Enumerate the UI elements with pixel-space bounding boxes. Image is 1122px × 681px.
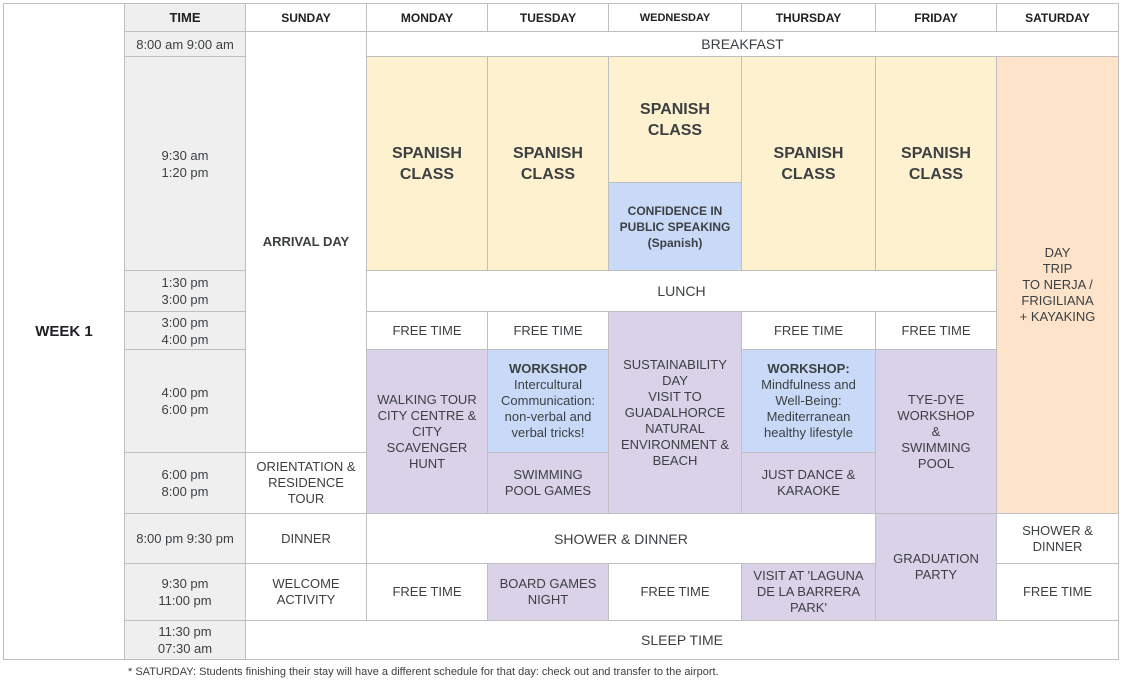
mindfulness-workshop-cell bbox=[741, 349, 876, 453]
day-header-tuesday: TUESDAY bbox=[487, 3, 609, 32]
time-slot-afternoon-2: 4:00 pm 6:00 pm bbox=[124, 349, 246, 453]
intercultural-workshop-cell bbox=[487, 349, 609, 453]
breakfast-cell: BREAKFAST bbox=[366, 31, 1119, 57]
workshop-title: WORKSHOP bbox=[509, 361, 587, 376]
time-slot-breakfast: 8:00 am 9:00 am bbox=[124, 31, 246, 57]
tye-dye-workshop-cell: TYE-DYE WORKSHOP & SWIMMING POOL bbox=[875, 349, 997, 514]
day-header-thursday: THURSDAY bbox=[741, 3, 876, 32]
graduation-party-cell: GRADUATION PARTY bbox=[875, 513, 997, 621]
walking-tour-cell: WALKING TOUR CITY CENTRE & CITY SCAVENGER HUNT bbox=[366, 349, 488, 514]
spanish-class-monday: SPANISH CLASS bbox=[366, 56, 488, 271]
swimming-pool-games-cell: SWIMMING POOL GAMES bbox=[487, 452, 609, 514]
workshop-description: Intercultural Communication: non-verbal and verbal tricks! bbox=[501, 377, 595, 440]
spanish-class-thursday: SPANISH CLASS bbox=[741, 56, 876, 271]
orientation-tour-cell: ORIENTATION & RESIDENCE TOUR bbox=[245, 452, 367, 514]
free-time-night-monday: FREE TIME bbox=[366, 563, 488, 621]
laguna-park-visit-cell: VISIT AT 'LAGUNA DE LA BARRERA PARK' bbox=[741, 563, 876, 621]
welcome-activity-cell: WELCOME ACTIVITY bbox=[245, 563, 367, 621]
time-slot-afternoon-1: 3:00 pm 4:00 pm bbox=[124, 311, 246, 350]
time-slot-dinner: 8:00 pm 9:30 pm bbox=[124, 513, 246, 564]
free-time-friday: FREE TIME bbox=[875, 311, 997, 350]
footnote: * SATURDAY: Students finishing their stay will have a different schedule for that day: check out and transfer to the airport. bbox=[128, 666, 719, 678]
week-label: WEEK 1 bbox=[3, 3, 125, 660]
board-games-night-cell: BOARD GAMES NIGHT bbox=[487, 563, 609, 621]
free-time-monday: FREE TIME bbox=[366, 311, 488, 350]
day-header-friday: FRIDAY bbox=[875, 3, 997, 32]
time-header: TIME bbox=[124, 3, 246, 32]
workshop-description: Mindfulness and Well-Being: Mediterranean healthy lifestyle bbox=[761, 377, 856, 440]
time-slot-sleep: 11:30 pm 07:30 am bbox=[124, 620, 246, 660]
time-slot-morning: 9:30 am 1:20 pm bbox=[124, 56, 246, 271]
shower-dinner-cell: SHOWER & DINNER bbox=[366, 513, 876, 564]
workshop-title: WORKSHOP: bbox=[767, 361, 850, 376]
time-slot-lunch: 1:30 pm 3:00 pm bbox=[124, 270, 246, 312]
spanish-class-wednesday: SPANISH CLASS bbox=[608, 56, 742, 183]
lunch-cell: LUNCH bbox=[366, 270, 997, 312]
spanish-class-friday: SPANISH CLASS bbox=[875, 56, 997, 271]
saturday-day-trip: DAY TRIP TO NERJA / FRIGILIANA + KAYAKING bbox=[996, 56, 1119, 514]
day-header-monday: MONDAY bbox=[366, 3, 488, 32]
free-time-night-wednesday: FREE TIME bbox=[608, 563, 742, 621]
day-header-saturday: SATURDAY bbox=[996, 3, 1119, 32]
sleep-time-cell: SLEEP TIME bbox=[245, 620, 1119, 660]
spanish-class-tuesday: SPANISH CLASS bbox=[487, 56, 609, 271]
just-dance-karaoke-cell: JUST DANCE & KARAOKE bbox=[741, 452, 876, 514]
day-header-wednesday: WEDNESDAY bbox=[608, 3, 742, 32]
time-slot-night: 9:30 pm 11:00 pm bbox=[124, 563, 246, 621]
dinner-sunday: DINNER bbox=[245, 513, 367, 564]
time-slot-evening: 6:00 pm 8:00 pm bbox=[124, 452, 246, 514]
free-time-night-saturday: FREE TIME bbox=[996, 563, 1119, 621]
free-time-tuesday: FREE TIME bbox=[487, 311, 609, 350]
free-time-thursday: FREE TIME bbox=[741, 311, 876, 350]
day-header-sunday: SUNDAY bbox=[245, 3, 367, 32]
sustainability-day-cell: SUSTAINABILITY DAY VISIT TO GUADALHORCE NATURAL ENVIRONMENT & BEACH bbox=[608, 311, 742, 514]
public-speaking-cell: CONFIDENCE IN PUBLIC SPEAKING (Spanish) bbox=[608, 182, 742, 271]
shower-dinner-saturday: SHOWER & DINNER bbox=[996, 513, 1119, 564]
arrival-day-cell: ARRIVAL DAY bbox=[245, 31, 367, 453]
